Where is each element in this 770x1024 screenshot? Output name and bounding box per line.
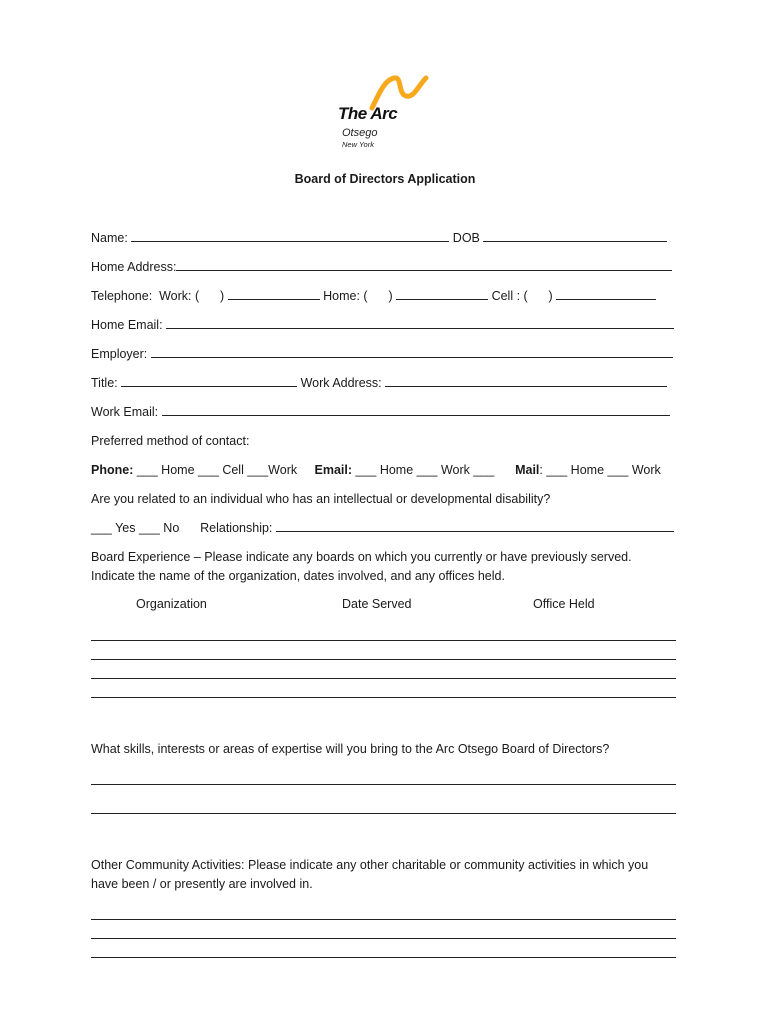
- logo-sub2: New York: [342, 140, 374, 149]
- home-email-field[interactable]: [166, 317, 674, 329]
- home-phone-label: Home: (: [323, 289, 368, 303]
- work-email-label: Work Email:: [91, 405, 159, 419]
- board-experience-line[interactable]: [91, 659, 676, 660]
- home-email-label: Home Email:: [91, 318, 163, 332]
- phone-options[interactable]: ___ Home ___ Cell ___Work: [136, 463, 298, 477]
- telephone-work-label: Telephone: Work: (: [91, 289, 200, 303]
- contact-options-row: [91, 462, 661, 478]
- employer-field[interactable]: [151, 346, 673, 358]
- board-experience-text-2: Indicate the name of the organization, dates involved, and any offices held.: [91, 569, 505, 583]
- community-line[interactable]: [91, 957, 676, 958]
- phone-label: Phone:: [91, 463, 134, 477]
- name-label: Name:: [91, 231, 128, 245]
- tel-close-paren: ): [220, 289, 225, 303]
- work-email-field[interactable]: [162, 404, 670, 416]
- community-text-1: Other Community Activities: Please indicate any other charitable or community activities in which you: [91, 858, 649, 872]
- skills-line[interactable]: [91, 813, 676, 814]
- name-row: [91, 230, 667, 246]
- home-phone-field[interactable]: [396, 288, 488, 300]
- cell-phone-field[interactable]: [556, 288, 656, 300]
- email-label: Email:: [314, 463, 353, 477]
- related-row: [91, 520, 674, 536]
- logo-name: The Arc: [338, 104, 398, 123]
- email-options[interactable]: ___ Home ___ Work ___: [355, 463, 495, 477]
- board-experience-line[interactable]: [91, 640, 676, 641]
- dob-label: DOB: [452, 231, 480, 245]
- title-field[interactable]: [121, 375, 297, 387]
- home-address-label: Home Address:: [91, 260, 177, 274]
- title-label: Title:: [91, 376, 118, 390]
- dob-field[interactable]: [483, 230, 667, 242]
- column-organization: Organization: [136, 597, 207, 611]
- related-options[interactable]: ___ Yes ___ No: [91, 521, 180, 535]
- work-phone-field[interactable]: [228, 288, 320, 300]
- home-address-row: [91, 259, 672, 275]
- work-address-label: Work Address:: [300, 376, 382, 390]
- column-date-served: Date Served: [342, 597, 412, 611]
- tel-close-paren: ): [388, 289, 393, 303]
- board-experience-line[interactable]: [91, 678, 676, 679]
- board-experience-line[interactable]: [91, 697, 676, 698]
- name-field[interactable]: [131, 230, 449, 242]
- skills-question: What skills, interests or areas of expertise will you bring to the Arc Otsego Board of Directors?: [91, 742, 610, 756]
- work-address-field[interactable]: [385, 375, 667, 387]
- community-line[interactable]: [91, 938, 676, 939]
- preferred-contact-label: Preferred method of contact:: [91, 434, 250, 448]
- mail-options[interactable]: : ___ Home ___ Work: [539, 463, 661, 477]
- employer-label: Employer:: [91, 347, 148, 361]
- community-text-2: have been / or presently are involved in.: [91, 877, 313, 891]
- relationship-field[interactable]: [276, 520, 674, 532]
- title-row: [91, 375, 667, 391]
- tel-close-paren: ): [548, 289, 553, 303]
- home-email-row: [91, 317, 674, 333]
- work-email-row: [91, 404, 670, 420]
- logo-sub: Otsego: [342, 127, 378, 139]
- board-experience-text-1: Board Experience – Please indicate any boards on which you currently or have previously served.: [91, 550, 632, 564]
- page-title: Board of Directors Application: [294, 172, 476, 186]
- telephone-row: [91, 288, 656, 304]
- arc-logo: [338, 74, 438, 150]
- employer-row: [91, 346, 673, 362]
- community-line[interactable]: [91, 919, 676, 920]
- relationship-label: Relationship:: [200, 521, 273, 535]
- related-question: Are you related to an individual who has an intellectual or developmental disability?: [91, 492, 551, 506]
- mail-label: Mail: [515, 463, 540, 477]
- home-address-field[interactable]: [176, 259, 672, 271]
- cell-phone-label: Cell : (: [491, 289, 528, 303]
- column-office-held: Office Held: [533, 597, 595, 611]
- skills-line[interactable]: [91, 784, 676, 785]
